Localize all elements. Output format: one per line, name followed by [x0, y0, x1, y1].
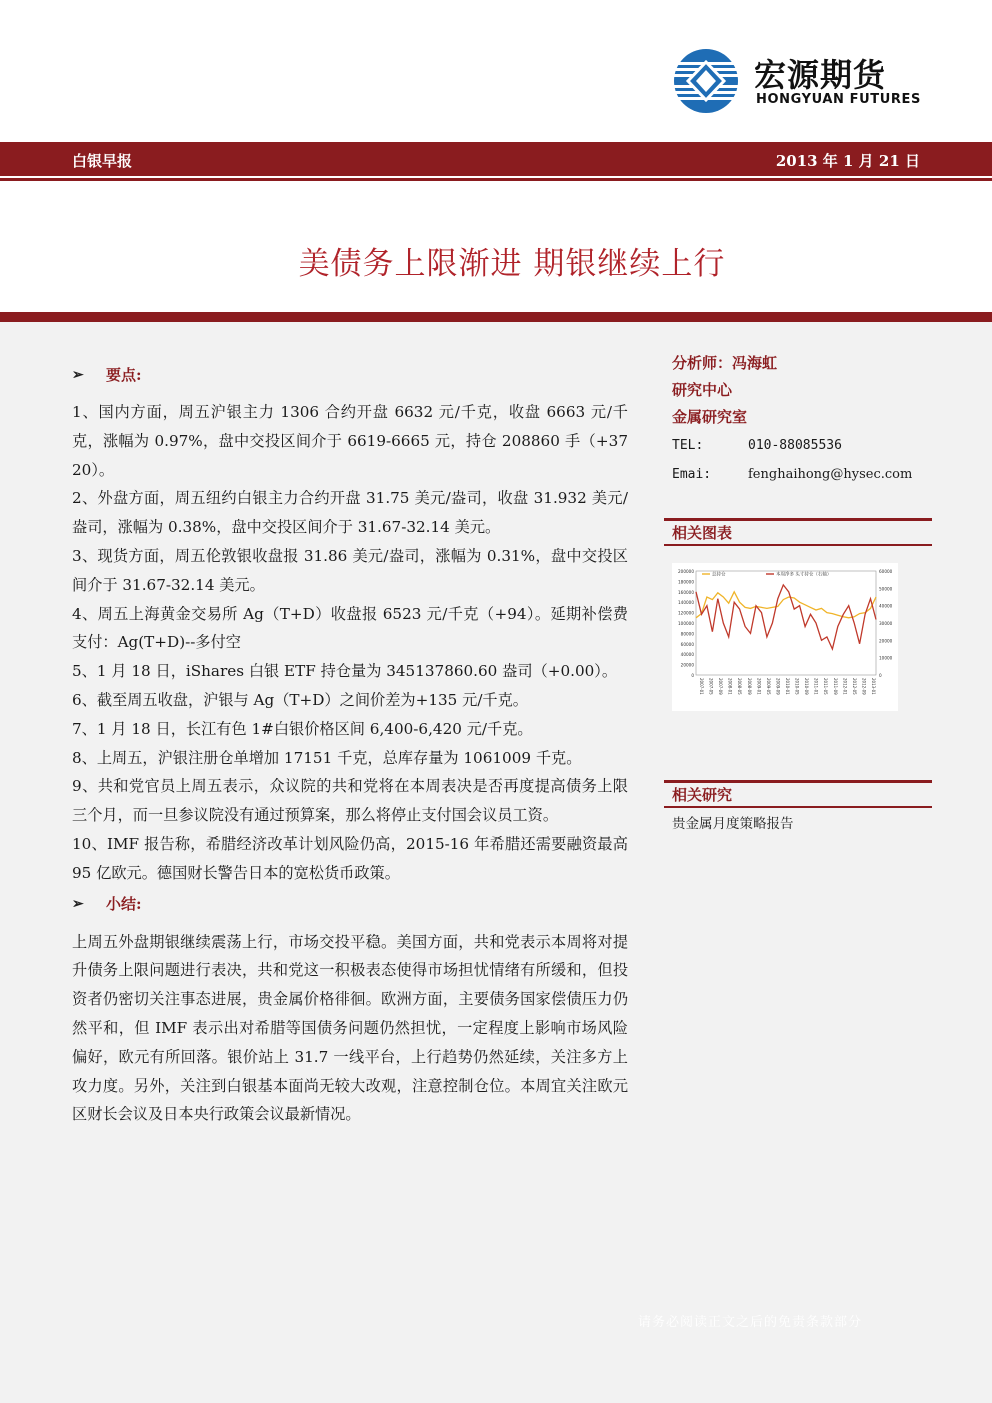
left-axis-tick-label: 40000 [680, 652, 694, 658]
x-axis-tick-label: 2012-01 [842, 678, 848, 695]
legend-entry: 总持仓 [712, 572, 726, 578]
right-axis-tick-label: 20000 [879, 638, 893, 644]
chart-section-heading: 相关图表 [664, 518, 932, 546]
logo-name-en: HONGYUAN FUTURES [756, 92, 921, 107]
arrow-bullet-icon: ➢ [72, 896, 84, 913]
keypoint-item: 10、IMF 报告称，希腊经济改革计划风险仍高，2015-16 年希腊还需要融资最高 95 亿欧元。德国财长警告日本的宽松货币政策。 [72, 834, 628, 882]
summary-text: 上周五外盘期银继续震荡上行，市场交投平稳。美国方面，共和党表示本周将对提升债务上限问题进行表决，共和党这一积极表态使得市场担忧情绪有所缓和，但投资者仍密切关注事态进展，贵金属价格徘徊。欧洲方面，主要债务国家偿债压力仍然平和，但 IMF 表示出对希腊等国债务问题仍然担忧，一定程度上影响市场风险偏好，欧元有所回落。银价站上 31.7 一线平台，上行趋势仍然延续，关注多方上攻力度。另外，关注到白银基本面尚无较大改观，注意控制仓位。本周宜关注欧元区财长会议及日本央行政策会议最新情况。 [72, 932, 628, 1124]
x-axis-tick-label: 2013-01 [871, 678, 876, 695]
x-axis-tick-label: 2008-05 [737, 678, 743, 695]
left-axis-tick-label: 60000 [680, 641, 694, 647]
left-axis-tick-label: 120000 [678, 610, 694, 616]
left-axis-tick-label: 160000 [678, 589, 694, 595]
left-axis-tick-label: 140000 [678, 600, 694, 606]
right-axis-tick-label: 30000 [879, 621, 893, 626]
x-axis-tick-label: 2007-09 [718, 678, 724, 695]
right-axis-tick-label: 0 [879, 673, 882, 678]
sidebar [672, 350, 932, 489]
x-axis-tick-label: 2012-09 [861, 678, 867, 695]
keypoints-heading [72, 360, 628, 390]
left-axis-tick-label: 20000 [680, 662, 694, 668]
keypoint-item: 6、截至周五收盘，沪银与 Ag（T+D）之间价差为+135 元/千克。 [72, 690, 528, 709]
keypoint-item: 9、共和党官员上周五表示，众议院的共和党将在本周表决是否再度提高债务上限三个月，而一旦参议院没有通过预算案，那么将停止支付国会议员工资。 [72, 777, 628, 825]
keypoint-item: 3、现货方面，周五伦敦银收盘报 31.86 美元/盎司，涨幅为 0.31%，盘中交投区间介于 31.67-32.14 美元。 [72, 546, 628, 594]
right-axis-tick-label: 60000 [879, 569, 893, 574]
keypoint-item: 4、周五上海黄金交易所 Ag（T+D）收盘报 6523 元/千克（+94）。延期补偿费支付：Ag(T+D)--多付空 [72, 604, 628, 652]
keypoint-item: 5、1 月 18 日，iShares 白银 ETF 持仓量为 345137860.60 盎司（+0.00）。 [72, 662, 618, 681]
summary-heading-label: 小结: [106, 895, 142, 914]
title-divider [0, 312, 992, 322]
left-axis-tick-label: 100000 [678, 621, 694, 626]
x-axis-tick-label: 2009-09 [775, 678, 781, 695]
summary-heading [72, 890, 628, 920]
left-axis-tick-label: 80000 [680, 631, 694, 637]
x-axis-tick-label: 2011-01 [813, 678, 819, 695]
keypoint-item: 2、外盘方面，周五纽约白银主力合约开盘 31.75 美元/盎司，收盘 31.932 美元/盎司，涨幅为 0.38%，盘中交投区间介于 31.67-32.14 美元。 [72, 489, 628, 537]
left-axis-tick-label: 0 [691, 673, 694, 678]
x-axis-tick-label: 2009-01 [756, 678, 762, 695]
report-title: 美债务上限渐进 期银继续上行 [298, 246, 726, 282]
right-axis-tick-label: 50000 [879, 586, 893, 592]
x-axis-tick-label: 2007-05 [708, 678, 714, 695]
header-band-line [0, 178, 992, 181]
left-axis-tick-label: 200000 [678, 569, 694, 574]
contact-email [672, 460, 932, 489]
x-axis-tick-label: 2011-05 [823, 678, 829, 695]
x-axis-tick-label: 2007-01 [699, 678, 704, 695]
company-logo [672, 48, 922, 114]
x-axis-tick-label: 2009-05 [765, 678, 771, 695]
contact-tel [672, 431, 932, 460]
x-axis-tick-label: 2010-09 [804, 678, 810, 695]
x-axis-tick-label: 2008-01 [727, 678, 733, 695]
keypoint-item: 1、国内方面，周五沪银主力 1306 合约开盘 6632 元/千克，收盘 6663 元/千克，涨幅为 0.97%，盘中交投区间介于 6619-6665 元，持仓 208860 手（+3720）。 [72, 403, 628, 479]
main-column [72, 360, 628, 1129]
research-center: 研究中心 [672, 381, 733, 399]
report-category: 白银早报 [72, 152, 133, 170]
report-date: 2013 年 1 月 21 日 [775, 152, 920, 170]
tel-value: 010-88085536 [748, 438, 842, 453]
position-chart-svg [672, 563, 898, 711]
department: 金属研究室 [672, 408, 748, 426]
logo-name-cn: 宏源期货 [754, 56, 887, 94]
series-line [696, 585, 876, 649]
tel-label: TEL: [672, 438, 704, 453]
legend-entry: 本周净多 头寸持仓（右轴） [776, 572, 832, 578]
related-research-link[interactable]: 贵金属月度策略报告 [672, 816, 794, 832]
left-axis-tick-label: 180000 [678, 579, 694, 585]
x-axis-tick-label: 2010-05 [794, 678, 800, 695]
x-axis-tick-label: 2011-09 [832, 678, 838, 695]
email-label: Emai: [672, 467, 712, 482]
arrow-bullet-icon: ➢ [72, 366, 84, 383]
position-chart [672, 563, 898, 711]
right-axis-tick-label: 10000 [879, 655, 893, 661]
email-value[interactable]: fenghaihong@hysec.com [748, 467, 913, 482]
x-axis-tick-label: 2010-01 [785, 678, 790, 695]
keypoints-heading-label: 要点: [106, 365, 142, 384]
analyst-name: 分析师：冯海虹 [672, 354, 778, 372]
research-section-heading: 相关研究 [664, 780, 932, 808]
keypoint-item: 8、上周五，沪银注册仓单增加 17151 千克，总库存量为 1061009 千克。 [72, 748, 582, 767]
x-axis-tick-label: 2008-09 [746, 678, 752, 695]
hongyuan-logo-icon [672, 48, 740, 114]
disclaimer-footer: 请务必阅读正文之后的免责条款部分 [638, 1315, 863, 1330]
x-axis-tick-label: 2012-05 [851, 678, 857, 695]
right-axis-tick-label: 40000 [879, 603, 893, 609]
keypoint-item: 7、1 月 18 日，长江有色 1#白银价格区间 6,400-6,420 元/千克。 [72, 719, 533, 738]
